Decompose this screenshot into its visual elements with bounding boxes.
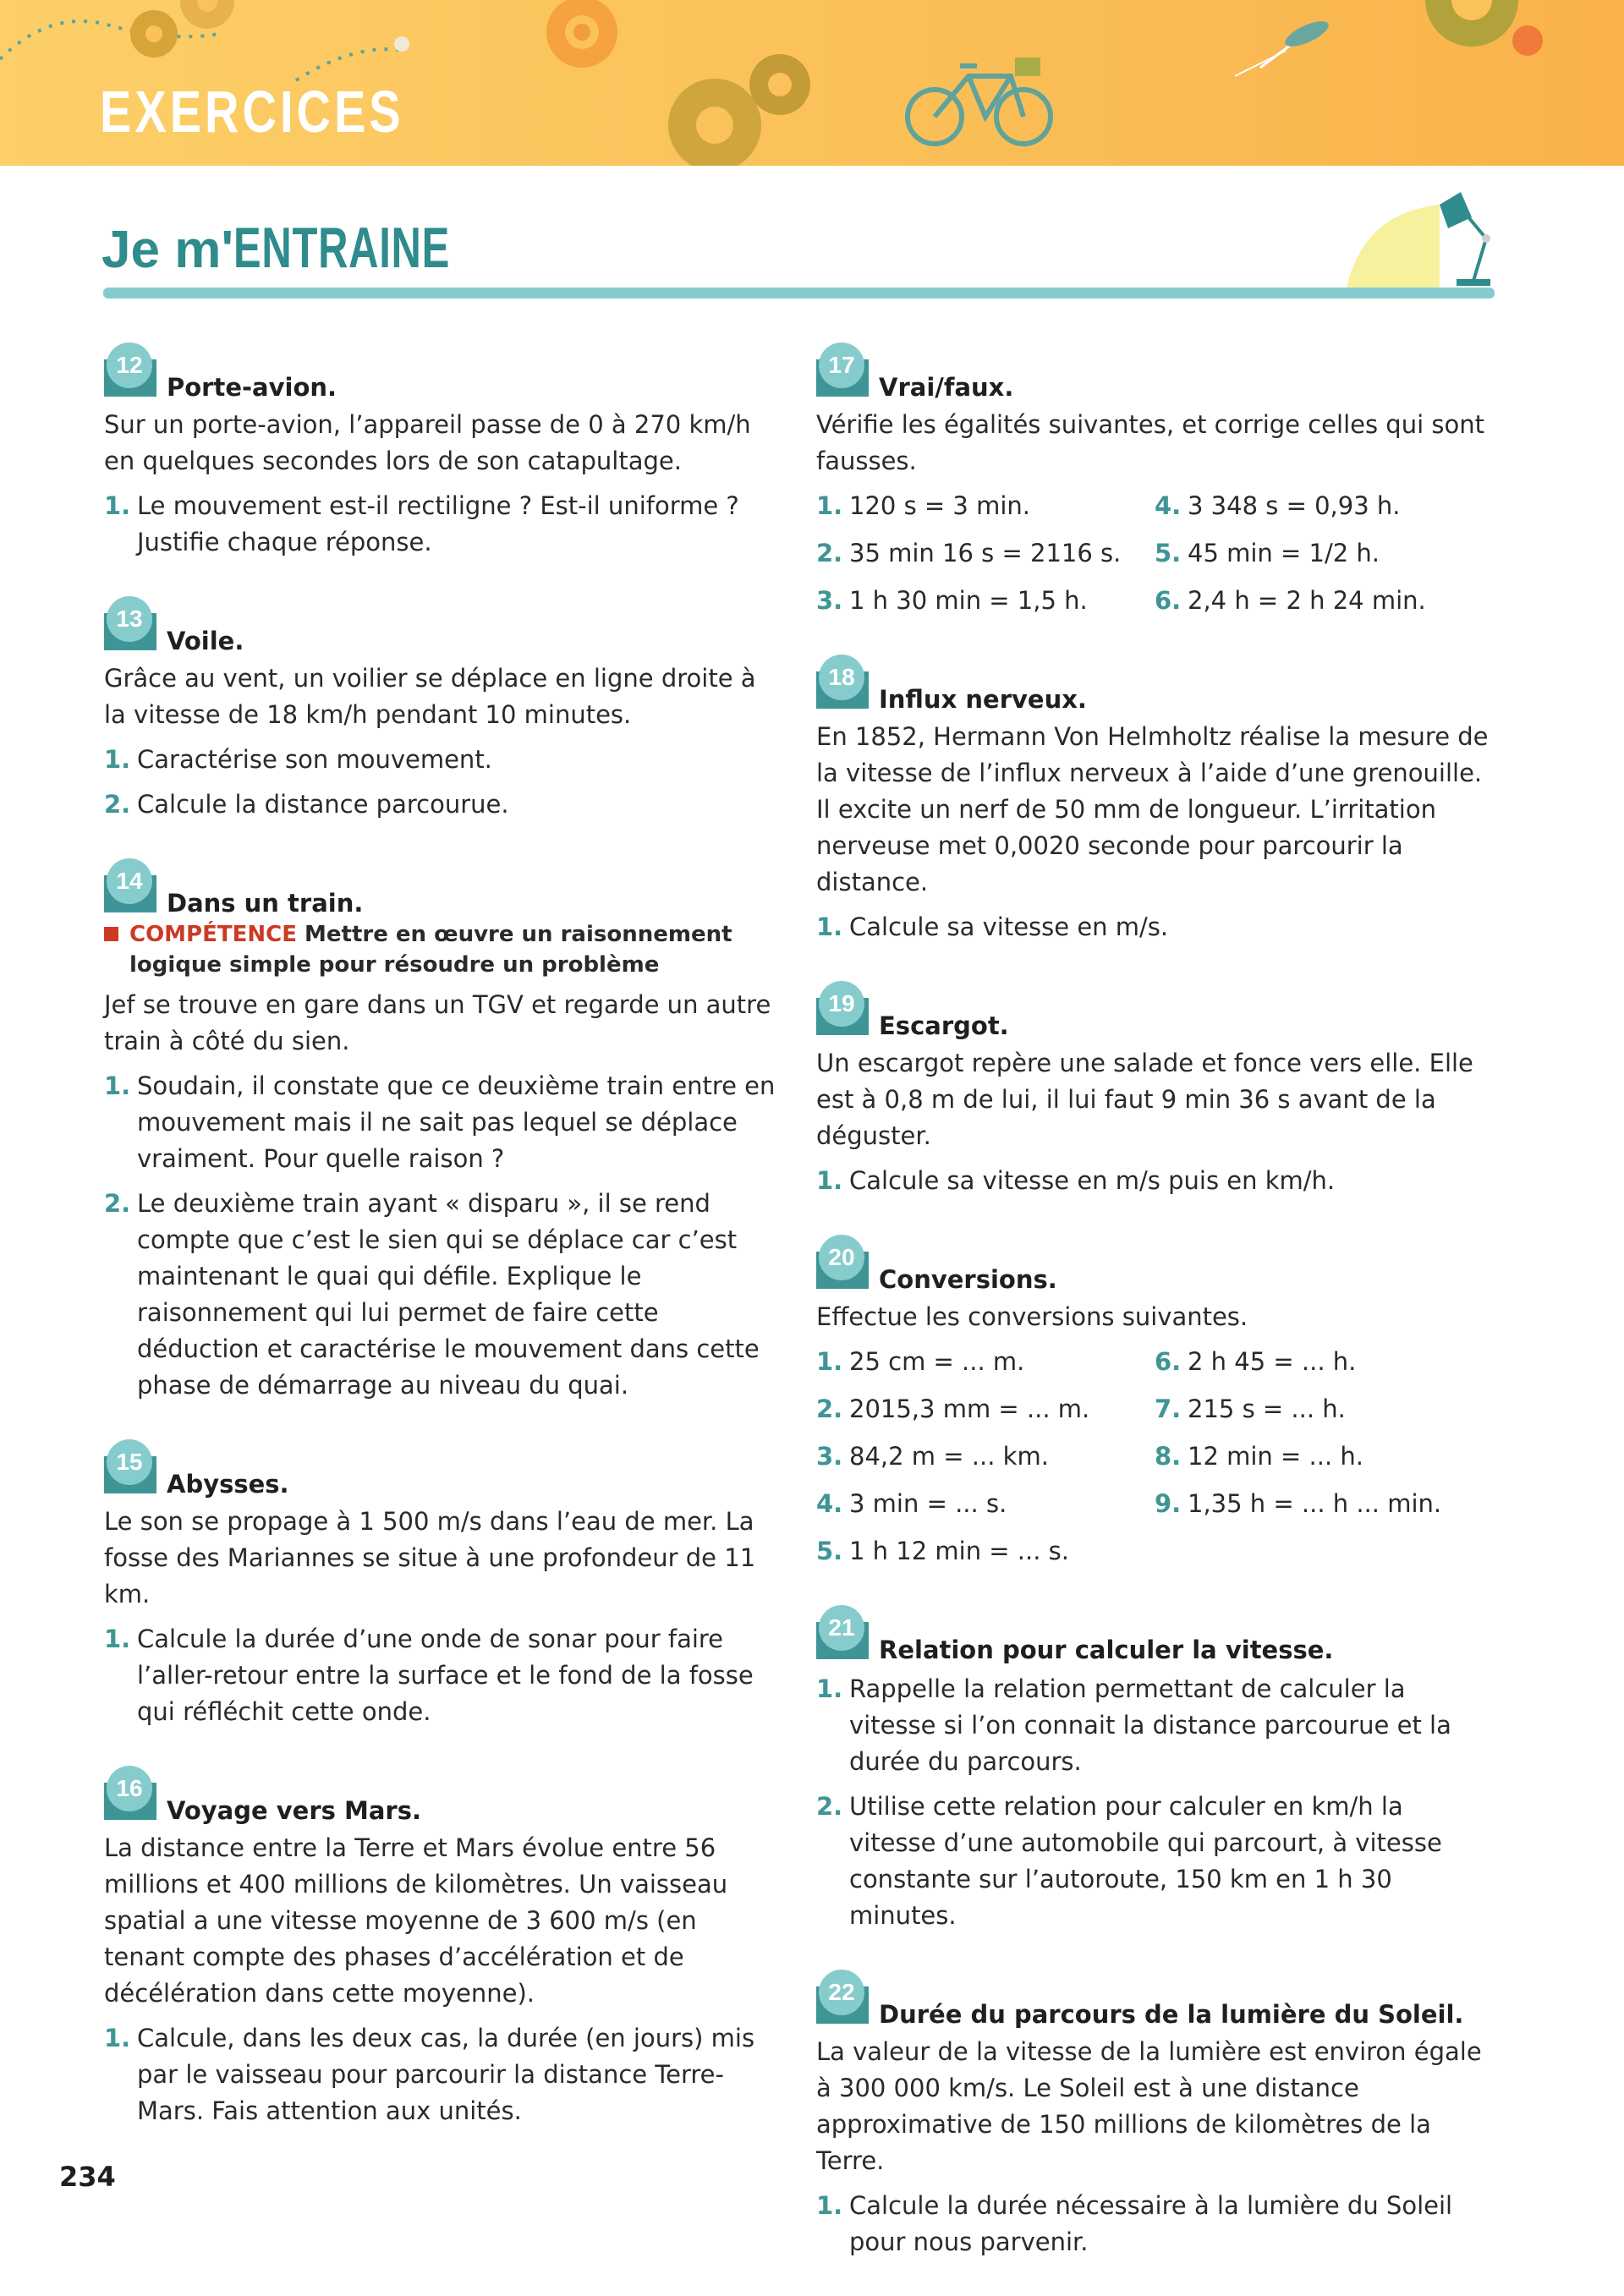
list-item: 4. 3 min = ... s. (816, 1489, 1007, 1518)
list-item: 7. 215 s = ... h. (1155, 1395, 1346, 1423)
gear-icon (1425, 0, 1518, 47)
list-item: 1. 25 cm = ... m. (816, 1347, 1025, 1376)
exercise-number-badge: 19 (816, 981, 869, 1035)
banner-title: EXERCICES (100, 79, 404, 145)
section-title (102, 215, 535, 282)
list-item: 5. 1 h 12 min = ... s. (816, 1537, 1070, 1565)
list-item: 6. 2 h 45 = ... h. (1155, 1347, 1357, 1376)
question: 1. Calcule la durée d’une onde de sonar pour faire l’aller-retour entre la surface et le fond de la fosse qui réfléchit cette onde. (104, 1625, 754, 1726)
exercise-number-badge: 12 (104, 342, 156, 397)
exercise-number-badge: 17 (816, 342, 869, 397)
exercise-number-badge: 14 (104, 858, 156, 912)
question: 1. Calcule sa vitesse en m/s puis en km/h. (816, 1166, 1336, 1195)
exercise-title: Voile. (167, 627, 244, 655)
exercise-13 (104, 596, 785, 823)
exercise-title: Durée du parcours de la lumière du Soleil. (879, 2000, 1464, 2029)
exercise-20 (816, 1235, 1497, 1570)
question: 2. Utilise cette relation pour calculer en km/h la vitesse d’une automobile qui parcourt, à vitesse constante sur l’autoroute, 150 km en 1 h 30 minutes. (816, 1792, 1442, 1930)
exercise-title: Voyage vers Mars. (167, 1796, 422, 1825)
gear-icon (749, 54, 810, 115)
list-item: 4. 3 348 s = 0,93 h. (1155, 491, 1401, 520)
exercise-14 (104, 858, 785, 1404)
exercise-title: Relation pour calculer la vitesse. (879, 1636, 1334, 1664)
left-column (104, 342, 785, 2165)
gear-icon (180, 0, 234, 29)
question: 1. Caractérise son mouvement. (104, 745, 492, 774)
question: 1. Le mouvement est-il rectiligne ? Est-il uniforme ? Justifie chaque réponse. (104, 491, 739, 556)
exercise-title: Vrai/faux. (879, 373, 1014, 402)
exercise-intro: Le son se propage à 1 500 m/s dans l’eau de mer. La fosse des Mariannes se situe à une profondeur de 11 km. (104, 1507, 756, 1608)
exercise-title: Dans un train. (167, 889, 364, 918)
exercise-intro: Effectue les conversions suivantes. (816, 1302, 1248, 1331)
gear-icon (130, 10, 178, 58)
exercise-18 (816, 655, 1497, 945)
gear-icon (668, 79, 761, 166)
question: 1. Calcule la durée nécessaire à la lumière du Soleil pour nous parvenir. (816, 2191, 1453, 2256)
exercise-16 (104, 1766, 785, 2129)
question: 2. Calcule la distance parcourue. (104, 790, 509, 819)
list-item: 3. 1 h 30 min = 1,5 h. (816, 586, 1088, 615)
list-item: 8. 12 min = ... h. (1155, 1442, 1364, 1471)
question: 2. Le deuxième train ayant « disparu », il se rend compte que c’est le sien qui se déplace car c’est maintenant le quai qui défile. Explique le raisonnement qui lui permet de faire cette déduction et caractérise le mouvement dans cette phase de démarrage au niveau du quai. (104, 1189, 760, 1400)
exercise-12 (104, 342, 785, 561)
list-item: 5. 45 min = 1/2 h. (1155, 539, 1380, 567)
exercise-number-badge: 13 (104, 596, 156, 650)
section-title-part1: Je m' (102, 221, 234, 279)
question: 1. Soudain, il constate que ce deuxième train entre en mouvement mais il ne sait pas lequel se déplace vraiment. Pour quelle raison ? (104, 1071, 776, 1173)
list-item: 6. 2,4 h = 2 h 24 min. (1155, 586, 1426, 615)
dotted-trail-icon (0, 21, 220, 59)
exercise-intro: Sur un porte-avion, l’appareil passe de 0 à 270 km/h en quelques secondes lors de son catapultage. (104, 410, 751, 475)
exercise-number-badge: 21 (816, 1605, 869, 1659)
exercise-number-badge: 18 (816, 655, 869, 709)
exercise-number-badge: 20 (816, 1235, 869, 1289)
section-title-part2: ENTRAINE (233, 216, 451, 280)
planet-icon (1512, 25, 1543, 56)
exercise-intro: Vérifie les égalités suivantes, et corrige celles qui sont fausses. (816, 410, 1484, 475)
list-item: 3. 84,2 m = ... km. (816, 1442, 1049, 1471)
exercise-title: Porte-avion. (167, 373, 337, 402)
exercise-title: Escargot. (879, 1011, 1009, 1040)
exercise-number-badge: 15 (104, 1439, 156, 1493)
rocket-icon (1235, 16, 1332, 76)
list-item: 2. 2015,3 mm = ... m. (816, 1395, 1090, 1423)
item-grid (816, 1344, 1497, 1570)
question: 1. Rappelle la relation permettant de calculer la vitesse si l’on connait la distance parcourue et la durée du parcours. (816, 1674, 1451, 1776)
exercise-intro: La valeur de la vitesse de la lumière est environ égale à 300 000 km/s. Le Soleil est à une distance approximative de 150 millions de kilomètres de la Terre. (816, 2037, 1482, 2175)
header-banner (0, 0, 1624, 166)
competence-note: COMPÉTENCE Mettre en œuvre un raisonnement logique simple pour résoudre un problème (104, 919, 785, 980)
bicycle-icon (908, 58, 1051, 144)
exercise-title: Influx nerveux. (879, 685, 1087, 714)
list-item: 1. 120 s = 3 min. (816, 491, 1030, 520)
exercise-19 (816, 981, 1497, 1199)
list-item: 2. 35 min 16 s = 2116 s. (816, 539, 1122, 567)
list-item: 9. 1,35 h = ... h ... min. (1155, 1489, 1442, 1518)
ball-icon (394, 36, 409, 52)
exercise-number-badge: 16 (104, 1766, 156, 1820)
exercise-17 (816, 342, 1497, 619)
question: 1. Calcule sa vitesse en m/s. (816, 912, 1169, 941)
gear-icon (546, 0, 617, 68)
title-rule (103, 288, 1495, 299)
question: 1. Calcule, dans les deux cas, la durée (en jours) mis par le vaisseau pour parcourir la distance Terre-Mars. Fais attention aux unités. (104, 2024, 755, 2125)
exercise-intro: La distance entre la Terre et Mars évolue entre 56 millions et 400 millions de kilomètres. Un vaisseau spatial a une vitesse moyenne de 3 600 m/s (en tenant compte des phases d’accélération et de décélération dans cette moyenne). (104, 1833, 728, 2008)
exercise-number-badge: 22 (816, 1970, 869, 2024)
exercise-intro: Un escargot repère une salade et fonce vers elle. Elle est à 0,8 m de lui, il lui faut 9 min 36 s avant de la déguster. (816, 1049, 1473, 1150)
item-grid (816, 488, 1497, 619)
exercise-22 (816, 1970, 1497, 2260)
exercise-21 (816, 1605, 1497, 1934)
page-number: 234 (59, 2161, 116, 2193)
lamp-icon (1347, 188, 1499, 293)
exercise-title: Conversions. (879, 1265, 1057, 1294)
right-column (816, 342, 1497, 2296)
exercise-intro: En 1852, Hermann Von Helmholtz réalise la mesure de la vitesse de l’influx nerveux à l’aide d’une grenouille. Il excite un nerf de 50 mm de longueur. L’irritation nerveuse met 0,0020 seconde pour parcourir la distance. (816, 722, 1489, 896)
exercise-15 (104, 1439, 785, 1730)
exercise-intro: Grâce au vent, un voilier se déplace en ligne droite à la vitesse de 18 km/h pendant 10 minutes. (104, 664, 756, 729)
exercise-intro: Jef se trouve en gare dans un TGV et regarde un autre train à côté du sien. (104, 990, 771, 1055)
exercise-title: Abysses. (167, 1470, 289, 1499)
